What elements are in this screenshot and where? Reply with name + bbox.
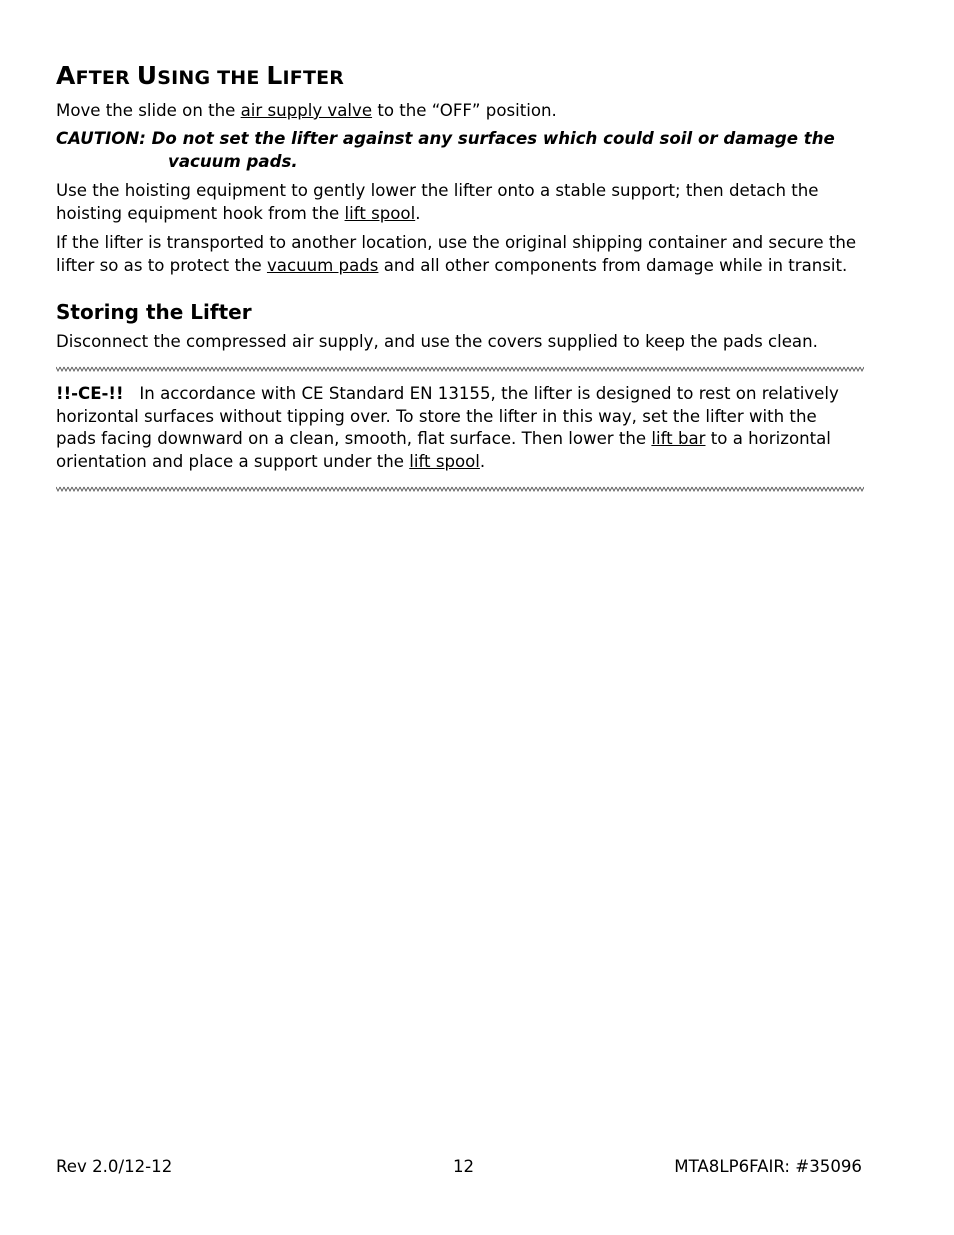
footer-revision: Rev 2.0/12-12 [56, 1157, 173, 1176]
zigzag-divider-bottom [56, 486, 864, 492]
link-lift-spool-ce[interactable]: lift spool [409, 451, 480, 471]
paragraph-transport: If the lifter is transported to another location, use the original shipping container and secure the lifter so as to protect the vacuum pads and all other components from damage while in transit. [56, 233, 857, 275]
link-vacuum-pads[interactable]: vacuum pads [266, 255, 379, 275]
zigzag-divider-top [56, 366, 864, 372]
title-part-l: IFTER [282, 67, 345, 89]
caution-note [56, 128, 864, 173]
link-air-supply-valve[interactable]: air supply valve [240, 101, 373, 120]
title-initial-u: U [136, 61, 158, 90]
paragraph-air-valve: Move the slide on the air supply valve to the “OFF” position. [56, 101, 557, 120]
title-part-a: FTER [75, 67, 137, 89]
paragraph-hoisting: Use the hoisting equipment to gently lower the lifter onto a stable support; then detach the hoisting equipment hook from the lift spool. [56, 181, 819, 223]
link-lift-bar[interactable]: lift bar [651, 429, 706, 448]
title-part-u: SING THE [157, 67, 267, 89]
title-initial-l: L [266, 61, 283, 90]
footer-document-id: MTA8LP6FAIR: #35096 [674, 1157, 862, 1176]
caution-line-2: vacuum pads. [168, 151, 298, 171]
link-lift-spool[interactable]: lift spool [344, 203, 416, 223]
storing-title: Storing the Lifter [56, 300, 252, 324]
paragraph-storing: Disconnect the compressed air supply, and use the covers supplied to keep the pads clean. [56, 332, 818, 351]
caution-line-1: CAUTION: Do not set the lifter against any surfaces which could soil or damage the [56, 129, 835, 148]
footer-page-number: 12 [453, 1157, 475, 1176]
section-title [56, 58, 344, 96]
title-initial-a: A [56, 61, 76, 90]
ce-label: !!-CE-!! [56, 384, 124, 403]
ce-note: !!-CE-!! In accordance with CE Standard EN 13155, the lifter is designed to rest on relatively horizontal surfaces without tipping over. To store the lifter in this way, set the lifter with the pads facing downward on a clean, smooth, flat surface. Then lower the lift bar to a horizontal orientation and place a support under the lift spool. [56, 384, 839, 471]
